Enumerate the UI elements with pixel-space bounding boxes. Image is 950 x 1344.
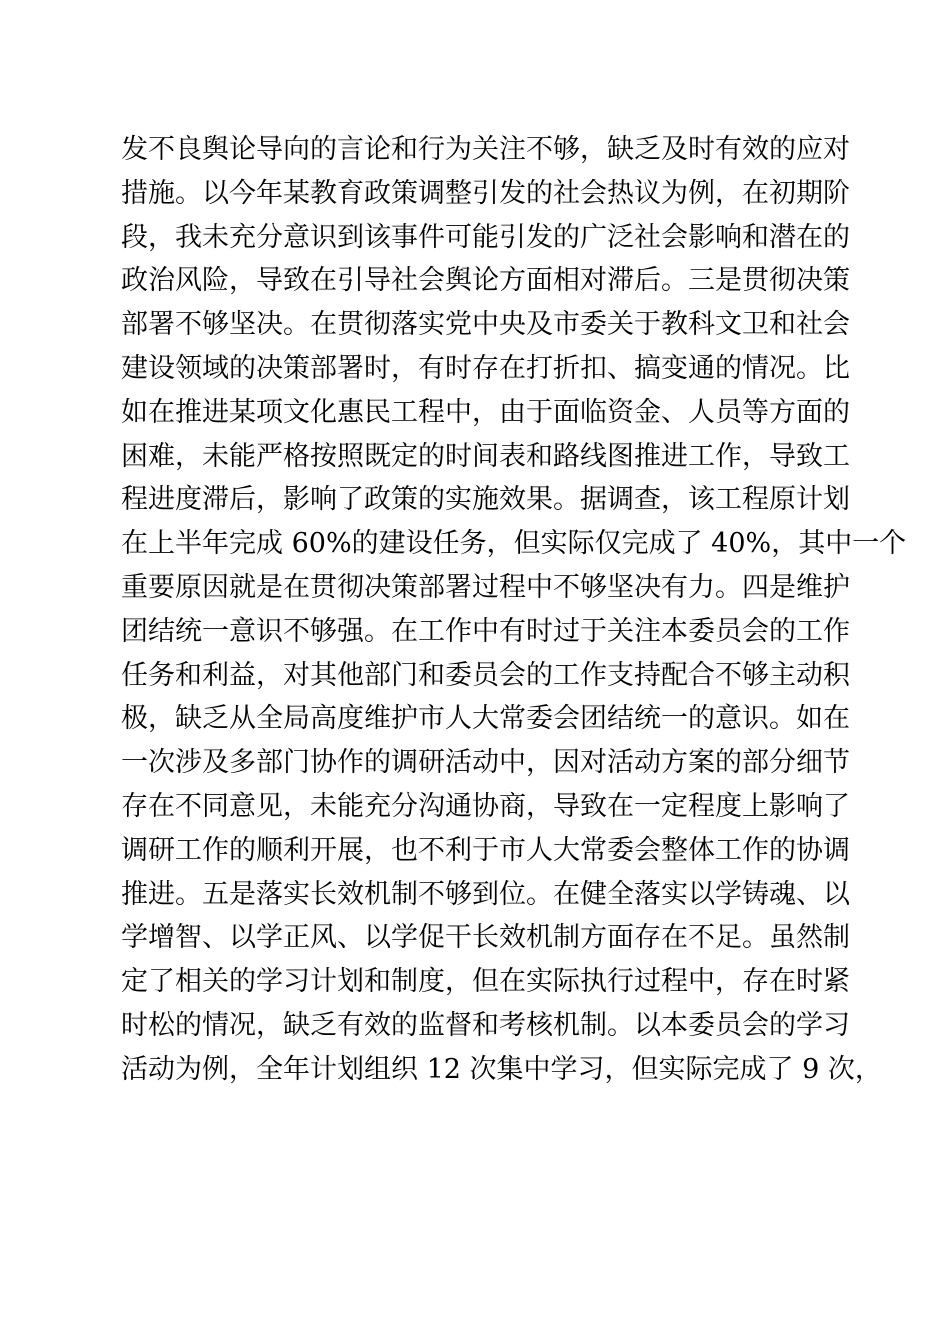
text-line: 推进。五是落实长效机制不够到位。在健全落实以学铸魂、以 [121,878,850,910]
text-line: 在上半年完成 60%的建设任务，但实际仅完成了 40%，其中一个 [121,528,907,560]
text-line: 极，缺乏从全局高度维护市人大常委会团结统一的意识。如在 [121,703,850,735]
text-line: 活动为例，全年计划组织 12 次集中学习，但实际完成了 9 次， [121,1053,882,1085]
text-line: 程进度滞后，影响了政策的实施效果。据调查，该工程原计划 [121,484,850,516]
text-line: 段，我未充分意识到该事件可能引发的广泛社会影响和潜在的 [121,221,850,253]
text-line: 团结统一意识不够强。在工作中有时过于关注本委员会的工作 [121,615,850,647]
text-line: 困难，未能严格按照既定的时间表和路线图推进工作，导致工 [121,440,850,472]
text-line: 调研工作的顺利开展，也不利于市人大常委会整体工作的协调 [121,834,850,866]
text-line: 重要原因就是在贯彻决策部署过程中不够坚决有力。四是维护 [121,571,850,603]
text-line: 存在不同意见，未能充分沟通协商，导致在一定程度上影响了 [121,790,850,822]
text-line: 建设领域的决策部署时，有时存在打折扣、搞变通的情况。比 [121,352,850,384]
text-line: 一次涉及多部门协作的调研活动中，因对活动方案的部分细节 [121,747,850,779]
text-line: 时松的情况，缺乏有效的监督和考核机制。以本委员会的学习 [121,1009,850,1041]
text-line: 措施。以今年某教育政策调整引发的社会热议为例，在初期阶 [121,177,850,209]
text-line: 发不良舆论导向的言论和行为关注不够，缺乏及时有效的应对 [121,134,850,165]
body-text [121,128,907,1092]
text-line: 任务和利益，对其他部门和委员会的工作支持配合不够主动积 [121,659,850,691]
text-line: 政治风险，导致在引导社会舆论方面相对滞后。三是贯彻决策 [121,265,850,297]
text-line: 部署不够坚决。在贯彻落实党中央及市委关于教科文卫和社会 [121,309,850,341]
text-line: 如在推进某项文化惠民工程中，由于面临资金、人员等方面的 [121,396,850,428]
text-line: 定了相关的学习计划和制度，但在实际执行过程中，存在时紧 [121,966,850,998]
text-line: 学增智、以学正风、以学促干长效机制方面存在不足。虽然制 [121,922,850,954]
